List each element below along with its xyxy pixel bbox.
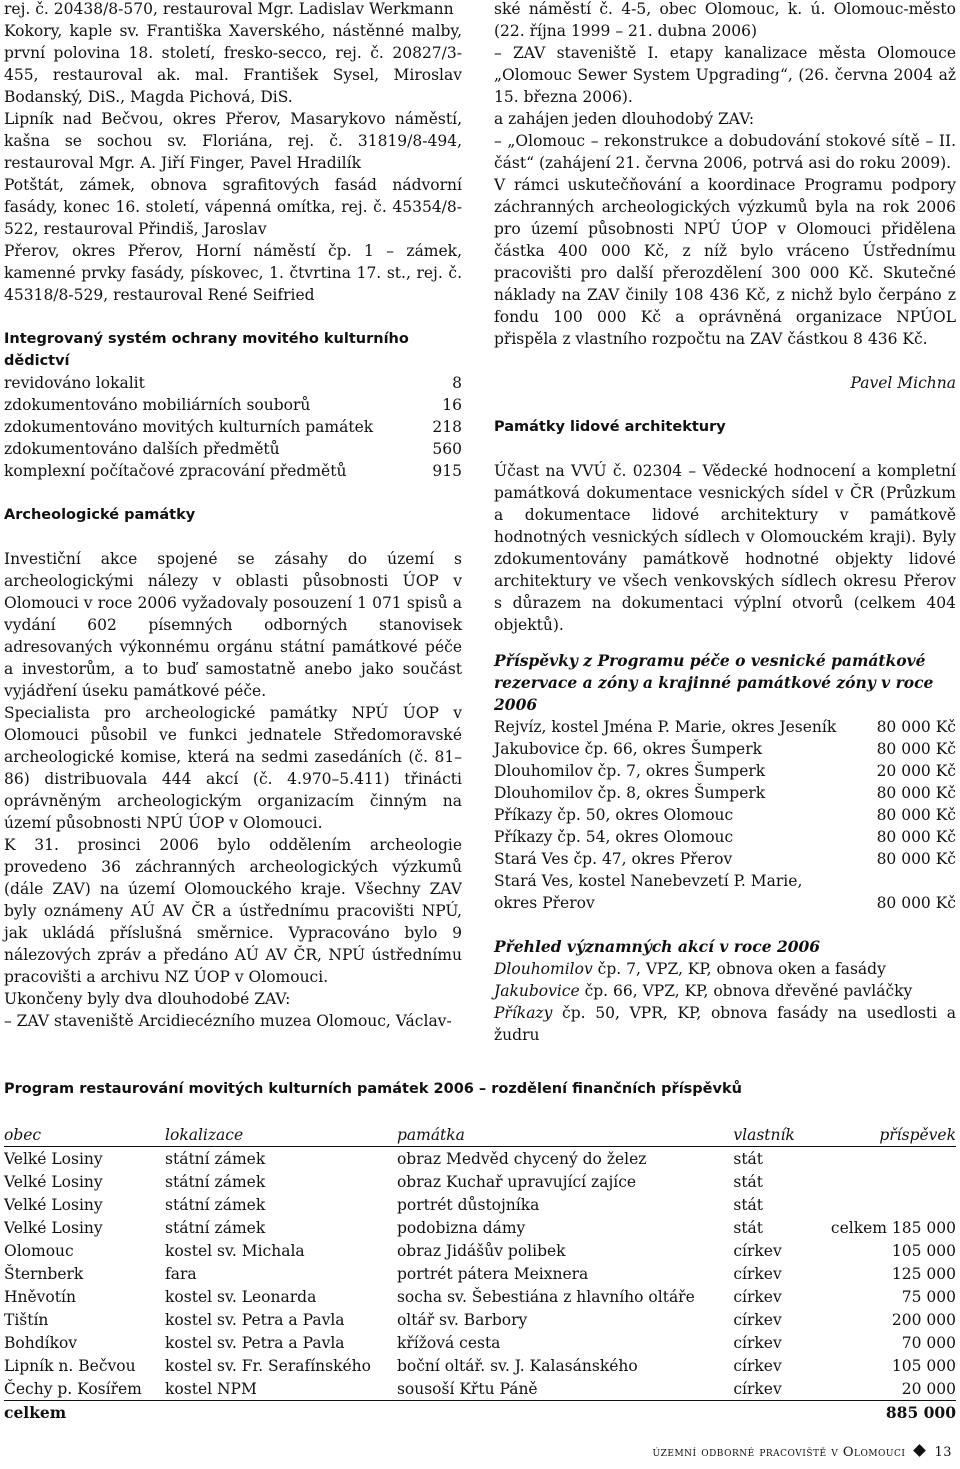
table-row <box>4 1147 956 1171</box>
overview-item: Jakubovice čp. 66, VPZ, KP, obnova dřevěné pavláčky <box>494 982 913 1000</box>
table-cell: stát <box>733 1172 764 1191</box>
table-cell: oltář sv. Barbory <box>396 1310 528 1329</box>
table-row <box>4 1262 956 1285</box>
paragraph: Ukončeny byly dva dlouhodobé ZAV: <box>4 990 291 1008</box>
table-cell: kostel sv. Petra a Pavla <box>165 1310 345 1329</box>
total-label: celkem <box>4 1402 67 1422</box>
overview-item: Dlouhomilov čp. 7, VPZ, KP, obnova oken a fasády <box>494 960 886 978</box>
table-cell: portrét důstojníka <box>396 1195 540 1214</box>
table-cell: Tištín <box>4 1310 49 1329</box>
table-cell: obraz Jidášův polibek <box>396 1241 566 1260</box>
table-cell: fara <box>165 1264 197 1283</box>
restoration-table <box>4 1124 956 1424</box>
list-item: zdokumentováno mobiliárních souborů 16 <box>4 396 462 414</box>
table-cell: Hněvotín <box>4 1287 76 1306</box>
paragraph: Specialista pro archeologické památky NPÚ ÚOP v Olomouci působil ve funkci jednatele Středomoravské archeologické komise, která na sedmi zasedáních (č. 81–86) distribuovala 444 akcí (č. 4.970–5.411) třinácti oprávněným archeologickým organizacím činným na území působnosti NPÚ ÚOP v Olomouci. <box>4 704 462 832</box>
table-cell: státní zámek <box>165 1218 266 1237</box>
paragraph: Kokory, kaple sv. Františka Xaverského, nástěnné malby, první polovina 18. století, fresko-secco, rej. č. 20827/3-455, restauroval ak. mal. František Sysel, Miroslav Bodanský, DiS., Magda Pichová, DiS. <box>4 22 462 106</box>
table-cell: Velké Losiny <box>4 1195 103 1214</box>
list-item: Stará Ves, kostel Nanebevzetí P. Marie, <box>494 872 803 890</box>
table-cell: církev <box>733 1241 782 1260</box>
section-title-folk-architecture: Památky lidové architektury <box>494 419 726 435</box>
page-number: 13 <box>934 1445 952 1460</box>
list-item: Příkazy čp. 54, okres Olomouc 80 000 Kč <box>494 828 956 846</box>
list-item: okres Přerov 80 000 Kč <box>494 894 956 912</box>
table-cell: státní zámek <box>165 1172 266 1191</box>
table-row <box>4 1377 956 1401</box>
table-title: Program restaurování movitých kulturních památek 2006 – rozdělení finančních příspěvků <box>4 1081 742 1097</box>
right-column <box>494 0 956 1046</box>
contributions-list <box>494 716 956 914</box>
paragraph: V rámci uskutečňování a koordinace Programu podpory záchranných archeologických výzkumů byla na rok 2006 pro území působnosti NPÚ ÚOP v Olomouci přidělena částka 400 000 Kč, z níž bylo vráceno Ústřednímu pracovišti pro další přerozdělení 300 000 Kč. Skutečné náklady na ZAV činily 108 436 Kč, z nichž bylo čerpáno z fondu 100 000 Kč a oprávněná organizace NPÚOL přispěla z vlastního rozpočtu na ZAV částkou 8 436 Kč. <box>494 176 956 348</box>
table-cell: kostel sv. Petra a Pavla <box>165 1333 345 1352</box>
diamond-icon <box>914 1444 927 1457</box>
table-cell: portrét pátera Meixnera <box>396 1264 589 1283</box>
table-cell: sousoší Křtu Páně <box>396 1379 538 1398</box>
table-cell: 105 000 <box>891 1241 956 1260</box>
paragraph: K 31. prosinci 2006 bylo oddělením archeologie provedeno 36 záchranných archeologických výzkumů (dále ZAV) na území Olomouckého kraje. Všechny ZAV byly oznámeny AÚ AV ČR a ústřednímu pracovišti NPÚ, jak ukládá příslušná směrnice. Vypracováno bylo 9 nálezových zpráv a předáno AÚ AV ČR, NPÚ ústřednímu pracovišti a archivu NZ ÚOP v Olomouci. <box>4 836 462 986</box>
list-item: Stará Ves čp. 47, okres Přerov 80 000 Kč <box>494 850 956 868</box>
table-cell: kostel sv. Leonarda <box>165 1287 317 1306</box>
table-row <box>4 1193 956 1216</box>
table-row <box>4 1239 956 1262</box>
total-value: 885 000 <box>885 1402 956 1422</box>
table-cell: Bohdíkov <box>4 1333 78 1352</box>
author-signature: Pavel Michna <box>850 374 956 392</box>
section-title-isom: Integrovaný systém ochrany movitého kulturního dědictví <box>4 331 409 369</box>
isom-list <box>4 372 462 482</box>
table-cell: podobizna dámy <box>396 1218 526 1237</box>
left-column <box>4 0 462 1032</box>
table-cell: Lipník n. Bečvou <box>4 1356 136 1375</box>
table-row <box>4 1170 956 1193</box>
column-header: vlastník <box>733 1126 795 1144</box>
table-cell: 200 000 <box>891 1310 956 1329</box>
page-footer <box>653 1442 952 1464</box>
list-item: Jakubovice čp. 66, okres Šumperk 80 000 Kč <box>494 740 956 758</box>
table-cell: církev <box>733 1310 782 1329</box>
paragraph: – ZAV staveniště I. etapy kanalizace města Olomouce „Olomouc Sewer System Upgrading“, (26. června 2004 až 15. března 2006). <box>494 44 956 106</box>
table-cell: stát <box>733 1218 764 1237</box>
table-cell: státní zámek <box>165 1149 266 1168</box>
column-header: příspěvek <box>879 1126 956 1144</box>
table-cell: církev <box>733 1333 782 1352</box>
paragraph: rej. č. 20438/8-570, restauroval Mgr. Ladislav Werkmann <box>4 0 454 18</box>
table-row <box>4 1331 956 1354</box>
overview-title: Přehled významných akcí v roce 2006 <box>494 937 821 956</box>
table-cell: církev <box>733 1379 782 1398</box>
column-header: obec <box>4 1126 42 1144</box>
table-cell: církev <box>733 1356 782 1375</box>
restoration-table-section <box>4 1078 956 1424</box>
table-header-row <box>4 1124 956 1147</box>
table-cell: 105 000 <box>891 1356 956 1375</box>
paragraph: ské náměstí č. 4-5, obec Olomouc, k. ú. Olomouc-město (22. října 1999 – 21. dubna 2006) <box>494 0 956 40</box>
paragraph: Lipník nad Bečvou, okres Přerov, Masarykovo náměstí, kašna se sochou sv. Floriána, rej. č. 31819/8-494, restauroval Mgr. A. Jiří Finger, Pavel Hradilík <box>4 110 462 172</box>
paragraph: Účast na VVÚ č. 02304 – Vědecké hodnocení a kompletní památková dokumentace vesnických sídel v ČR (Průzkum a dokumentace lidové architektury v památkově hodnotných vesnických sídlech v Olomouckém kraji). Byly zdokumentovány památkově hodnotné objekty lidové architektury ve všech venkovských sídlech okresu Přerov s důrazem na dokumentaci výplní otvorů (celkem 404 objektů). <box>494 462 956 634</box>
column-header: lokalizace <box>165 1126 244 1144</box>
table-row <box>4 1308 956 1331</box>
table-cell: stát <box>733 1195 764 1214</box>
footer-organization: územní odborné pracoviště v Olomouci <box>652 1445 906 1460</box>
table-cell: socha sv. Šebestiána z hlavního oltáře <box>396 1287 695 1306</box>
table-total-row <box>4 1401 956 1425</box>
section-title-archeology: Archeologické památky <box>4 507 196 523</box>
table-cell: obraz Medvěd chycený do želez <box>396 1149 647 1168</box>
paragraph: Investiční akce spojené se zásahy do území s archeologickými nálezy v oblasti působnosti ÚOP v Olomouci v roce 2006 vyžadovaly posouzení 1 071 spisů a vydání 602 písemných odborných stanovisek adresovaných výkonnému orgánu státní památkové péče a investorům, a to buď samostatně anebo jako součást vyjádření úseku památkové péče. <box>4 550 462 700</box>
list-item: komplexní počítačové zpracování předmětů 915 <box>4 462 462 480</box>
table-cell: církev <box>733 1287 782 1306</box>
table-cell: 70 000 <box>901 1333 956 1352</box>
list-item: Rejvíz, kostel Jména P. Marie, okres Jeseník 80 000 Kč <box>494 718 956 736</box>
table-cell: kostel NPM <box>165 1379 257 1398</box>
table-row <box>4 1285 956 1308</box>
list-item: Dlouhomilov čp. 7, okres Šumperk 20 000 Kč <box>494 762 956 780</box>
list-item: zdokumentováno dalších předmětů 560 <box>4 440 462 458</box>
table-row <box>4 1216 956 1239</box>
table-cell: Velké Losiny <box>4 1218 103 1237</box>
paragraph: Potštát, zámek, obnova sgrafitových fasád nádvorní fasády, konec 16. století, vápenná omítka, rej. č. 45354/8-522, restauroval Přindiš, Jaroslav <box>4 176 462 238</box>
table-cell <box>831 1170 956 1193</box>
overview-item: Příkazy čp. 50, VPR, KP, obnova fasády na usedlosti a žudru <box>494 1004 956 1044</box>
table-cell <box>831 1193 956 1216</box>
table-cell: stát <box>733 1149 764 1168</box>
table-row <box>4 1354 956 1377</box>
table-cell: církev <box>733 1264 782 1283</box>
table-cell: Šternberk <box>4 1264 84 1283</box>
table-cell: křížová cesta <box>396 1333 501 1352</box>
table-cell: kostel sv. Fr. Serafínského <box>165 1356 371 1375</box>
paragraph: a zahájen jeden dlouhodobý ZAV: <box>494 110 755 128</box>
list-item: Dlouhomilov čp. 8, okres Šumperk 80 000 Kč <box>494 784 956 802</box>
table-cell: 75 000 <box>901 1287 956 1306</box>
table-cell <box>831 1147 956 1171</box>
table-cell: Olomouc <box>4 1241 74 1260</box>
table-cell: Velké Losiny <box>4 1172 103 1191</box>
paragraph: – ZAV staveniště Arcidiecézního muzea Olomouc, Václav- <box>4 1012 452 1030</box>
table-cell: boční oltář. sv. J. Kalasánského <box>396 1356 638 1375</box>
table-cell: státní zámek <box>165 1195 266 1214</box>
column-header: památka <box>396 1126 465 1144</box>
list-item: Příkazy čp. 50, okres Olomouc 80 000 Kč <box>494 806 956 824</box>
table-cell: 125 000 <box>891 1264 956 1283</box>
table-cell: obraz Kuchař upravující zajíce <box>396 1172 637 1191</box>
table-cell: 20 000 <box>901 1379 956 1398</box>
table-cell: Čechy p. Kosířem <box>4 1379 142 1398</box>
table-cell: kostel sv. Michala <box>165 1241 305 1260</box>
paragraph: Přerov, okres Přerov, Horní náměstí čp. 1 – zámek, kamenné prvky fasády, pískovec, 1. čtvrtina 17. st., rej. č. 45318/8-529, restauroval René Seifried <box>4 242 462 304</box>
table-cell: Velké Losiny <box>4 1149 103 1168</box>
paragraph: – „Olomouc – rekonstrukce a dobudování stokové sítě – II. část“ (zahájení 21. června 2006, potrvá asi do roku 2009). <box>494 132 956 172</box>
table-cell: celkem 185 000 <box>830 1218 956 1237</box>
list-item: revidováno lokalit 8 <box>4 374 462 392</box>
list-item: zdokumentováno movitých kulturních památek 218 <box>4 418 462 436</box>
contributions-title: Příspěvky z Programu péče o vesnické památkové rezervace a zóny a krajinné památkové zóny v roce 2006 <box>494 651 934 714</box>
